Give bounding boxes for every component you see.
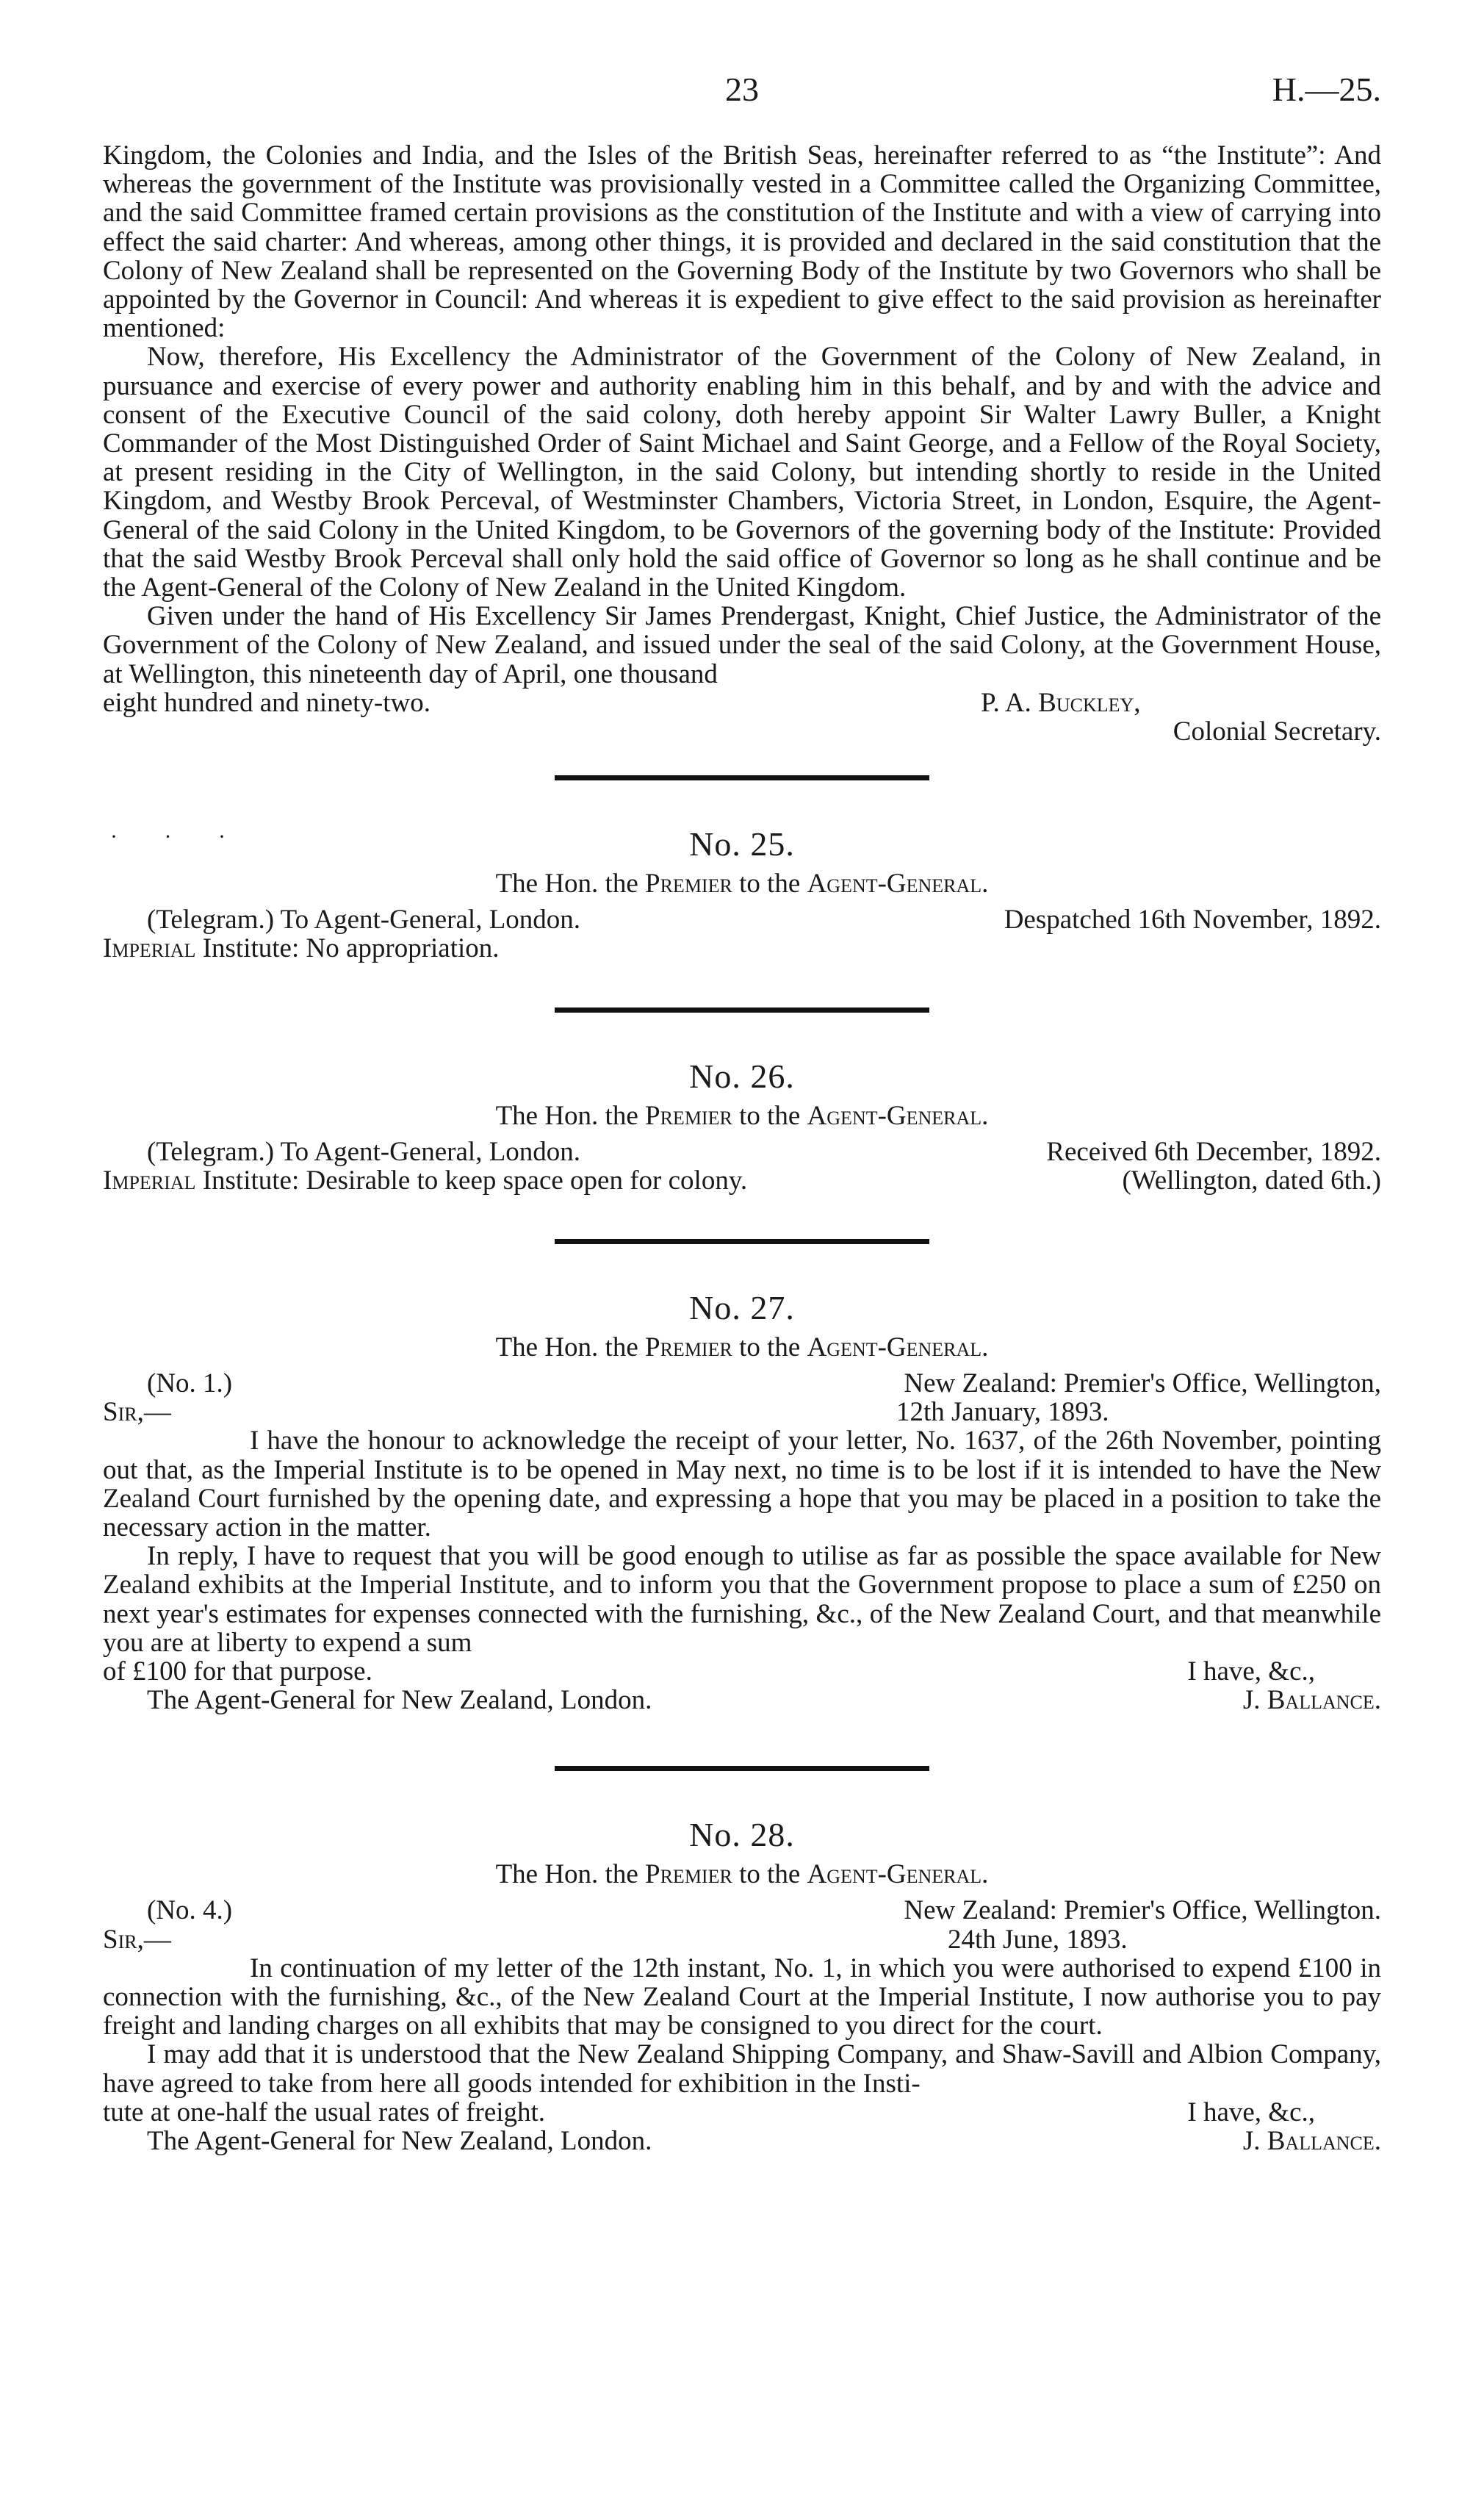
intro-paragraph-2: Now, therefore, His Excellency the Administrator of the Government of the Colony of New Zealand, in pursuance and exercise of every power and authority enabling him in this behalf, and by and with the advice and consent of the Executive Council of the said colony, doth hereby appoint Sir Walter Lawry Buller, a Knight Commander of the Most Distinguished Order of Saint Michael and Saint George, and a Fellow of the Royal Society, at present residing in the City of Wellington, in the said Colony, but intending shortly to reside in the United Kingdom, and Westby Brook Perceval, of Westminster Chambers, Victoria Street, in London, Esquire, the Agent-General of the said Colony in the United Kingdom, to be Governors of the governing body of the Institute: Provided that the said Westby Brook Perceval shall only hold the said office of Governor so long as he shall continue and be the Agent-General of the Colony of New Zealand in the United Kingdom. — [103, 342, 1381, 603]
letter-ref-row — [103, 1896, 1381, 1925]
subtitle-to: Agent-General. — [807, 1100, 989, 1131]
letter-ref: (No. 1.) — [147, 1368, 233, 1398]
subtitle-from: Premier — [645, 1100, 732, 1131]
signature: J. Ballance. — [1242, 2125, 1381, 2156]
section-26-subtitle — [103, 1100, 1381, 1132]
subtitle-prefix: The Hon. the — [495, 869, 646, 899]
telegram-line — [103, 1138, 1381, 1166]
telegram-body-sc: Imperial — [103, 933, 196, 964]
subtitle-to: Agent-General. — [807, 1332, 989, 1362]
closing: I have, &c., — [1187, 2097, 1315, 2127]
closing-row — [103, 2098, 1381, 2127]
subtitle-prefix: The Hon. the — [495, 1859, 646, 1890]
subtitle-mid: to the — [732, 1332, 807, 1362]
addressee: The Agent-General for New Zealand, London. — [147, 2125, 652, 2156]
telegram-body-sc: Imperial — [103, 1165, 196, 1196]
section-27-number: No. 27. — [689, 1288, 795, 1326]
addressee-row — [103, 2127, 1381, 2155]
subtitle-mid: to the — [732, 869, 807, 899]
telegram-left: (Telegram.) To Agent-General, London. — [147, 905, 581, 935]
telegram-line — [103, 905, 1381, 934]
letter-place: New Zealand: Premier's Office, Wellington, — [904, 1368, 1381, 1398]
subtitle-prefix: The Hon. the — [495, 1100, 646, 1131]
salutation-row — [103, 1925, 1381, 1954]
signatory-title: Colonial Secretary. — [1173, 716, 1381, 747]
page-header — [103, 0, 1381, 125]
letter-place: New Zealand: Premier's Office, Wellington. — [904, 1895, 1381, 1926]
signatory-name: P. A. Buckley, — [981, 687, 1141, 718]
subtitle-from: Premier — [645, 1332, 732, 1362]
section-28-number: No. 28. — [689, 1816, 795, 1854]
subtitle-from: Premier — [645, 1859, 732, 1890]
telegram-right: Despatched 16th November, 1892. — [1004, 905, 1381, 935]
salutation: Sir,— — [103, 1397, 171, 1428]
intro-paragraph-3: Given under the hand of His Excellency Sir James Prendergast, Knight, Chief Justice, the Administrator of the Government of the Colony of New Zealand, and issued under the seal of the said Colony, at the Government House, at Wellington, this nineteenth day of April, one thousand — [103, 601, 1381, 689]
intro-paragraph-1: Kingdom, the Colonies and India, and the Isles of the British Seas, hereinafter referred to as “the Institute”: And whereas the government of the Institute was provisionally vested in a Committee called the Organizing Committee, and the said Committee framed certain provisions as the constitution of the Institute and with a view of carrying into effect the said charter: And whereas, among other things, it is provided and declared in the said constitution that the Colony of New Zealand shall be represented on the Governing Body of the Institute by two Governors who shall be appointed by the Governor in Council: And whereas it is expedient to give effect to the said provision as hereinafter mentioned: — [103, 140, 1381, 344]
section-28 — [103, 1815, 1381, 2155]
section-divider — [555, 1239, 929, 1244]
section-divider — [555, 1007, 929, 1013]
telegram-left: (Telegram.) To Agent-General, London. — [147, 1136, 581, 1167]
section-27 — [103, 1288, 1381, 1714]
section-25-subtitle — [103, 868, 1381, 899]
telegram-right: Received 6th December, 1892. — [1046, 1136, 1381, 1167]
telegram-body-text: Institute: Desirable to keep space open for colony. — [195, 1165, 748, 1196]
section-27-subtitle — [103, 1332, 1381, 1363]
letter-date: 24th June, 1893. — [948, 1924, 1128, 1955]
signature: J. Ballance. — [1242, 1685, 1381, 1716]
subtitle-from: Premier — [645, 869, 732, 899]
section-divider — [555, 775, 929, 780]
intro-section — [103, 141, 1381, 746]
document-code: H.—25. — [1272, 71, 1381, 108]
letter-ref: (No. 4.) — [147, 1895, 233, 1926]
addressee-row — [103, 1686, 1381, 1714]
letter-paragraph-2: I may add that it is understood that the New Zealand Shipping Company, and Shaw-Savill and Albion Company, have agreed to take from here all goods intended for exhibition in the Insti- — [103, 2039, 1381, 2099]
decorative-dots: · · · — [110, 825, 246, 850]
section-28-subtitle — [103, 1858, 1381, 1890]
addressee: The Agent-General for New Zealand, London. — [147, 1685, 652, 1716]
telegram-dated: (Wellington, dated 6th.) — [1122, 1165, 1381, 1196]
letter-paragraph-2-end: tute at one-half the usual rates of freight. — [103, 2097, 546, 2127]
section-25 — [103, 825, 1381, 963]
intro-last-line: eight hundred and ninety-two. — [103, 687, 431, 718]
subtitle-mid: to the — [732, 1100, 807, 1131]
signatory-title-row — [103, 717, 1381, 746]
letter-paragraph-2-end: of £100 for that purpose. — [103, 1656, 372, 1687]
section-26 — [103, 1057, 1381, 1195]
closing-row — [103, 1657, 1381, 1686]
letter-ref-row — [103, 1369, 1381, 1398]
telegram-body-text: Institute: No appropriation. — [195, 933, 500, 964]
letter-paragraph-1: I have the honour to acknowledge the receipt of your letter, No. 1637, of the 26th November, pointing out that, as the Imperial Institute is to be opened in May next, no time is to be lost if it is intended to have the New Zealand Court furnished by the opening date, and expressing a hope that you may be placed in a position to take the necessary action in the matter. — [103, 1426, 1381, 1542]
document-page — [103, 0, 1381, 2155]
salutation-row — [103, 1398, 1381, 1426]
subtitle-mid: to the — [732, 1859, 807, 1890]
closing: I have, &c., — [1187, 1656, 1315, 1687]
subtitle-prefix: The Hon. the — [495, 1332, 646, 1362]
section-divider — [555, 1766, 929, 1771]
section-26-number: No. 26. — [689, 1057, 795, 1095]
telegram-body — [103, 1166, 1381, 1195]
intro-signature-row — [103, 689, 1381, 717]
section-25-number: No. 25. — [689, 825, 795, 863]
telegram-body — [103, 934, 1381, 963]
letter-date: 12th January, 1893. — [896, 1397, 1109, 1428]
salutation: Sir,— — [103, 1924, 171, 1955]
letter-paragraph-1: In continuation of my letter of the 12th instant, No. 1, in which you were authorised to expend £100 in connection with the furnishing, &c., of the New Zealand Court at the Imperial Institute, I now authorise you to pay freight and landing charges on all exhibits that may be consigned to you direct for the court. — [103, 1953, 1381, 2041]
subtitle-to: Agent-General. — [807, 1859, 989, 1890]
page-number: 23 — [725, 71, 759, 108]
subtitle-to: Agent-General. — [807, 869, 989, 899]
letter-paragraph-2: In reply, I have to request that you will be good enough to utilise as far as possible the space available for New Zealand exhibits at the Imperial Institute, and to inform you that the Government propose to place a sum of £250 on next year's estimates for expenses connected with the furnishing, &c., of the New Zealand Court, and that meanwhile you are at liberty to expend a sum — [103, 1541, 1381, 1658]
